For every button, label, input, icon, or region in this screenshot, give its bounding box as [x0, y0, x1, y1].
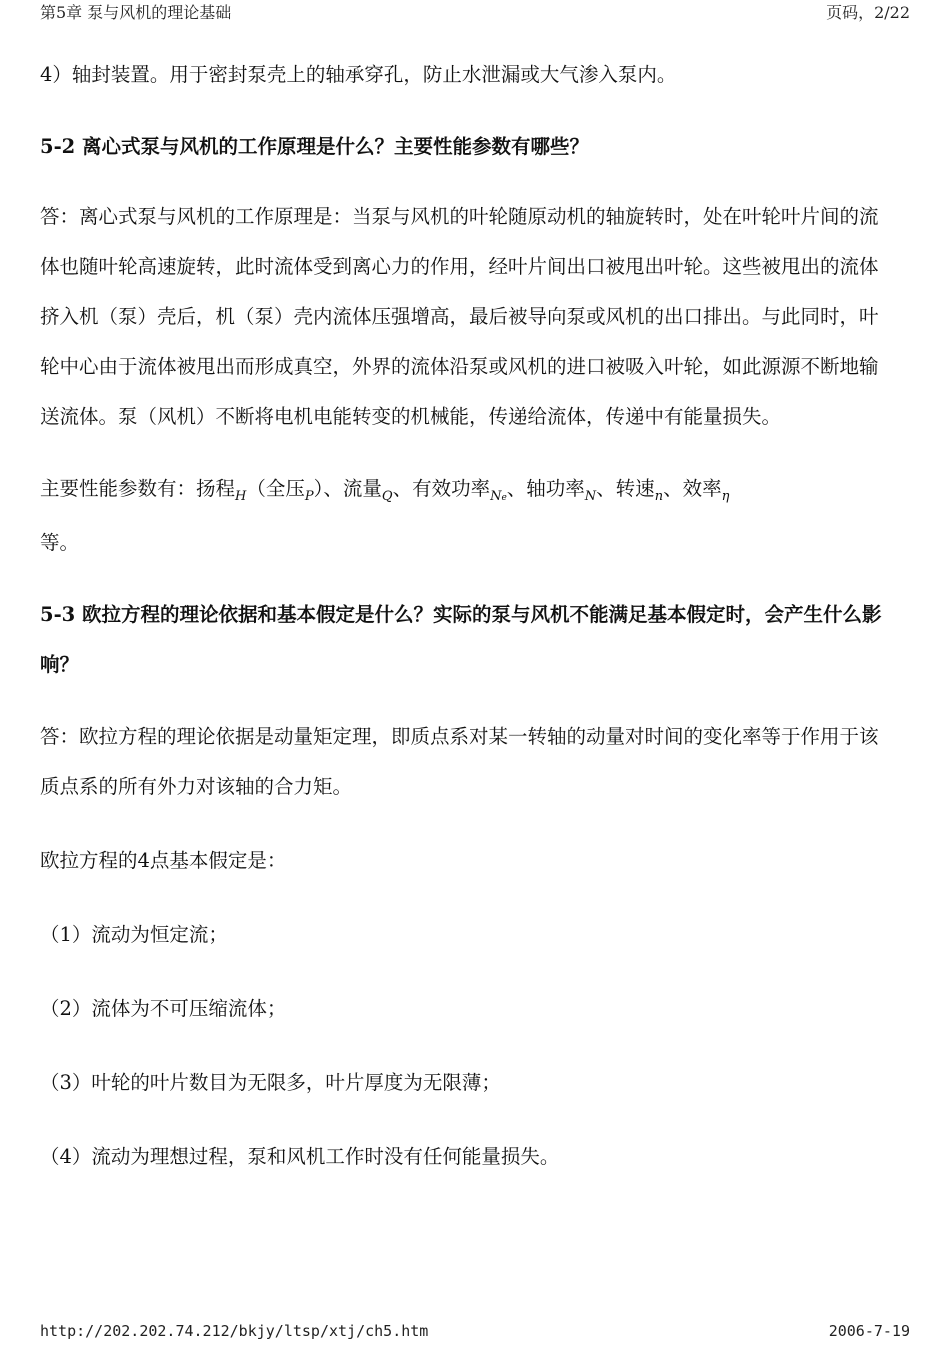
list-item: （1）流动为恒定流； [40, 923, 228, 946]
symbol-N: N [584, 489, 597, 504]
answer-5-3: 答：欧拉方程的理论依据是动量矩定理，即质点系对某一转轴的动量对时间的变化率等于作用于该质点系的所有外力对该轴的合力矩。 [40, 725, 879, 798]
list-item: （2）流体为不可压缩流体； [40, 997, 287, 1020]
header-chapter-title: 第5章 泵与风机的理论基础 [40, 3, 232, 22]
assumptions-intro: 欧拉方程的4点基本假定是： [40, 849, 287, 872]
list-item: （3）叶轮的叶片数目为无限多，叶片厚度为无限薄； [40, 1071, 501, 1094]
symbol-H: H [235, 489, 247, 504]
footer-url: http://202.202.74.212/bkjy/ltsp/xtj/ch5.htm [40, 1322, 429, 1340]
document-body [40, 50, 896, 1182]
list-item: （4）流动为理想过程，泵和风机工作时没有任何能量损失。 [40, 1145, 560, 1168]
symbol-Q: Q [381, 489, 393, 504]
page-footer [40, 1322, 910, 1340]
page-header [40, 0, 910, 23]
header-page-number: 页码，2/22 [826, 3, 910, 22]
symbol-n: n [654, 489, 664, 504]
symbol-P: P [304, 489, 314, 504]
question-5-3: 5-3 欧拉方程的理论依据和基本假定是什么？实际的泵与风机不能满足基本假定时，会产生什么影响？ [40, 603, 882, 676]
paragraph-shaft-seal: 4）轴封装置。用于密封泵壳上的轴承穿孔，防止水泄漏或大气渗入泵内。 [40, 63, 677, 86]
symbol-Ne: Ne [490, 489, 507, 504]
performance-parameters: 主要性能参数有：扬程$_H$（全压$_P$）、流量$_Q$、有效功率$_{Ne}$、轴功率$_N$、转速$_n$、效率$_\eta$ 等。 [40, 477, 730, 554]
footer-date: 2006-7-19 [828, 1322, 910, 1340]
question-5-2: 5-2 离心式泵与风机的工作原理是什么？主要性能参数有哪些？ [40, 135, 590, 158]
answer-5-2: 答：离心式泵与风机的工作原理是：当泵与风机的叶轮随原动机的轴旋转时，处在叶轮叶片间的流体也随叶轮高速旋转，此时流体受到离心力的作用，经叶片间出口被甩出叶轮。这些被甩出的流体挤入机（泵）壳后，机（泵）壳内流体压强增高，最后被导向泵或风机的出口排出。与此同时，叶轮中心由于流体被甩出而形成真空，外界的流体沿泵或风机的进口被吸入叶轮，如此源源不断地输送流体。泵（风机）不断将电机电能转变的机械能，传递给流体，传递中有能量损失。 [40, 205, 879, 428]
symbol-eta: η [721, 489, 730, 504]
